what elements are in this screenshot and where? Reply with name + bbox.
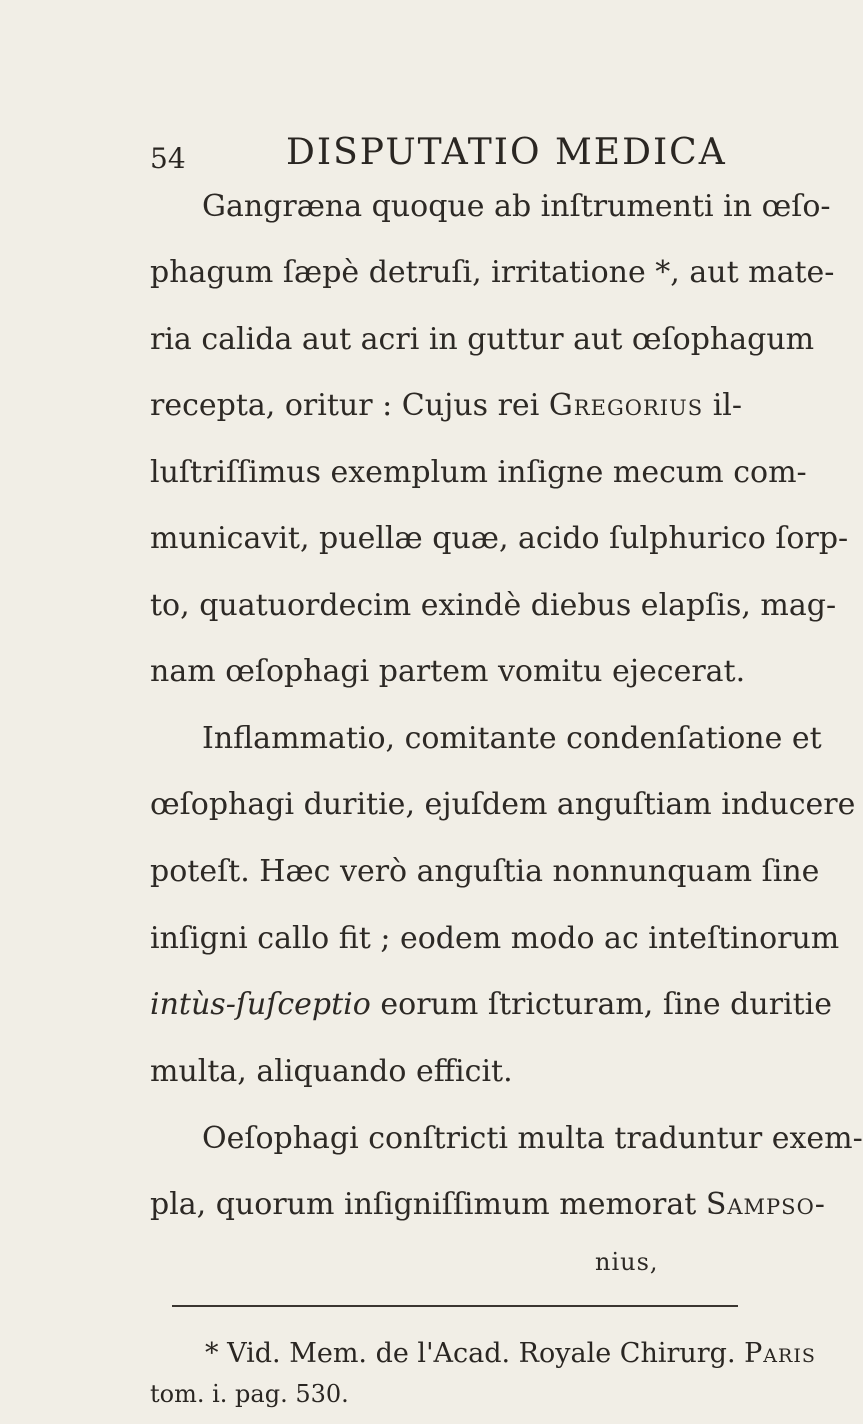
body-line-12: inſigni callo fit ; eodem modo ac inteſtinorum [150, 921, 840, 956]
catchword: nius, [595, 1248, 659, 1276]
body-line-7: to, quatuordecim exindè diebus elapſis, mag- [150, 588, 837, 623]
page-number: 54 [150, 142, 186, 175]
body-line-4-tail: il- [712, 388, 743, 423]
body-line-8: nam œſophagi partem vomitu ejecerat. [150, 654, 746, 689]
author-name-gregorius: Gregorius [548, 388, 704, 423]
footnote-citation: * Vid. Mem. de l'Acad. Royale Chirurg. [205, 1338, 736, 1369]
body-line-15: Oeſophagi conſtricti multa traduntur exem- [202, 1121, 863, 1156]
body-line-13-tail: eorum ſtricturam, ſine duritie [380, 987, 833, 1022]
author-name-sampsonius: Sampso- [705, 1187, 826, 1222]
body-line-3: ria calida aut acri in guttur aut œſophagum [150, 322, 815, 357]
footnote-line-2: tom. i. pag. 530. [150, 1380, 349, 1408]
body-line-11: poteſt. Hæc verò anguſtia nonnunquam ſine [150, 854, 820, 889]
body-line-10: œſophagi duritie, ejuſdem anguſtiam inducere [150, 787, 856, 822]
body-line-1: Gangræna quoque ab inſtrumenti in œſo- [202, 189, 831, 224]
footnote-separator [172, 1305, 738, 1307]
body-line-13 [150, 987, 833, 1022]
footnote-line-1 [205, 1340, 816, 1367]
footnote-city: Paris [744, 1338, 816, 1369]
body-line-5: luſtriſſimus exemplum inſigne mecum com- [150, 455, 807, 490]
body-line-9: Inflammatio, comitante condenſatione et [202, 721, 822, 756]
body-line-4-text: recepta, oritur : Cujus rei [150, 388, 540, 423]
body-line-6: municavit, puellæ quæ, acido ſulphurico ſorp- [150, 521, 849, 556]
body-line-16-text: pla, quorum inſigniſſimum memorat [150, 1187, 697, 1222]
body-line-16 [150, 1187, 826, 1222]
page-header [150, 132, 727, 176]
body-line-4 [150, 388, 743, 423]
running-title: DISPUTATIO MEDICA [286, 132, 727, 173]
term-intus-susceptio: intùs-ſuſceptio [150, 987, 371, 1022]
body-line-14: multa, aliquando efficit. [150, 1054, 513, 1089]
body-line-2: phagum ſæpè detruſi, irritatione *, aut mate- [150, 255, 835, 290]
